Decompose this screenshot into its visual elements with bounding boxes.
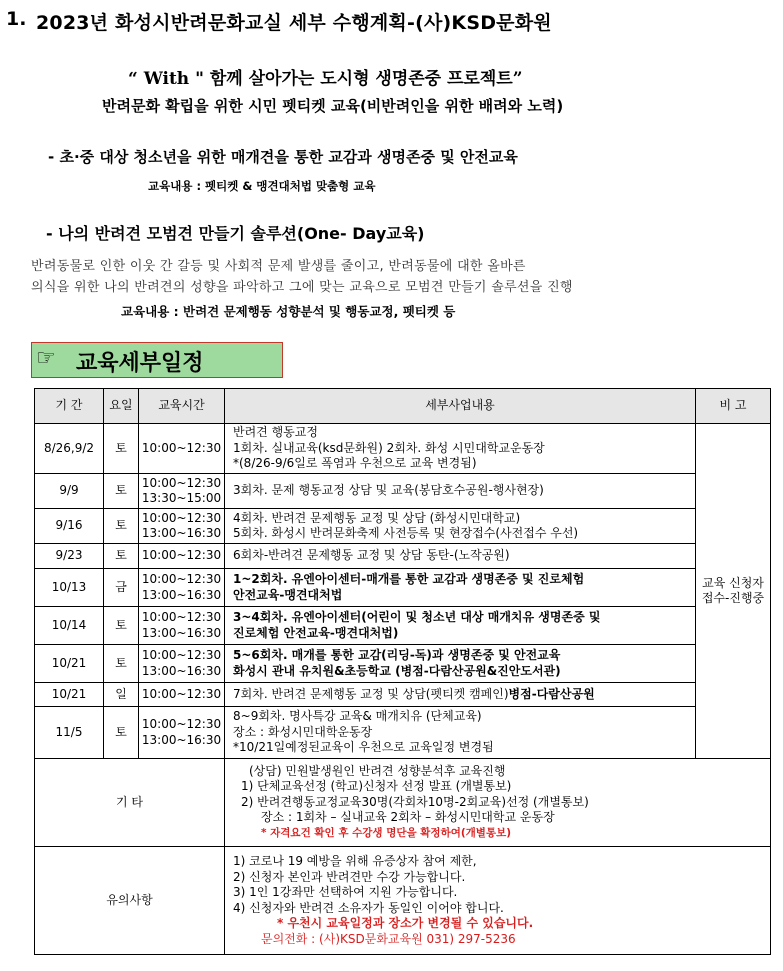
- pointing-hand-icon: ☞: [36, 346, 56, 371]
- row-date: 10/21: [35, 683, 104, 707]
- detail-line: 1회차. 실내교육(ksd문화원) 2회차. 화성 시민대학교운동장: [233, 440, 545, 455]
- detail-line: 장소 : 화성시민대학운동장: [233, 724, 373, 739]
- row-day: 토: [104, 707, 139, 759]
- table-header-row: [35, 389, 771, 424]
- table-row: [35, 569, 771, 607]
- detail-line: 5회차. 화성시 반려문화축제 사전등록 및 현장접수(사전접수 우선): [233, 526, 579, 540]
- time-line: 13:00~16:30: [141, 625, 222, 640]
- time-line: 10:00~12:30: [141, 475, 222, 490]
- row-details: [225, 509, 696, 544]
- schedule-badge-label: 교육세부일정: [76, 351, 204, 376]
- header-time: 교육시간: [139, 389, 225, 424]
- row-time: [139, 569, 225, 607]
- detail-line: 반려견 행동교정: [233, 425, 318, 440]
- header-details: 세부사업내용: [225, 389, 696, 424]
- row-details: [225, 607, 696, 645]
- time-line: 13:30~15:00: [141, 491, 222, 505]
- project-title: “ With " 함께 살아가는 도시형 생명존중 프로젝트”: [128, 69, 523, 89]
- detail-location: 병점-다람산공원: [508, 686, 595, 701]
- row-details: [225, 707, 696, 759]
- row-date: 10/21: [35, 645, 104, 683]
- time-line: 10:00~12:30: [141, 510, 222, 525]
- caution-line: 1) 코로나 19 예방을 위해 유증상자 참여 제한,: [233, 854, 477, 868]
- row-day: 토: [104, 424, 139, 474]
- caution-line: 2) 신청자 본인과 반려견만 수강 가능합니다.: [233, 869, 466, 884]
- row-date: 10/13: [35, 569, 104, 607]
- table-row: [35, 645, 771, 683]
- row-date: 9/9: [35, 474, 104, 509]
- etc-line: (상담) 민원발생원인 반려견 성향분석후 교육진행: [249, 763, 506, 778]
- row-date: 8/26,9/2: [35, 424, 104, 474]
- time-line: 13:00~16:30: [141, 587, 222, 602]
- detail-line: 5~6회차. 매개를 통한 교감(리딩-독)과 생명존중 및 안전교육: [233, 648, 561, 662]
- time-line: 10:00~12:30: [141, 440, 222, 455]
- detail-line: *10/21일예정된교육이 우천으로 교육일정 변경됨: [233, 740, 494, 755]
- row-date: 11/5: [35, 707, 104, 759]
- row-details: [225, 474, 696, 509]
- row-time: [139, 544, 225, 569]
- detail-line: 3회차. 문제 행동교정 상담 및 교육(봉담호수공원-행사현장): [233, 483, 544, 498]
- time-line: 13:00~16:30: [141, 526, 222, 540]
- table-row: [35, 707, 771, 759]
- row-time: [139, 424, 225, 474]
- row-time: [139, 683, 225, 707]
- detail-line: 4회차. 반려견 문제행동 교정 및 상담 (화성시민대학교): [233, 510, 521, 525]
- table-row: [35, 607, 771, 645]
- etc-details: [225, 759, 771, 847]
- caution-row: [35, 847, 771, 955]
- row-time: [139, 607, 225, 645]
- detail-line: 8~9회차. 명사특강 교육& 매개치유 (단체교육): [233, 709, 482, 724]
- time-line: 13:00~16:30: [141, 732, 222, 747]
- row-day: 일: [104, 683, 139, 707]
- row-day: 토: [104, 645, 139, 683]
- section2-heading: - 나의 반려견 모범견 만들기 솔루션(One- Day교육): [46, 224, 425, 243]
- row-time: [139, 474, 225, 509]
- table-row: [35, 509, 771, 544]
- detail-line: 진로체험 안전교육-맹견대처법): [233, 625, 399, 640]
- note-cell: 교육 신청자 접수-진행중: [696, 424, 771, 759]
- time-line: 10:00~12:30: [141, 548, 222, 563]
- header-period: 기 간: [35, 389, 104, 424]
- caution-notice: * 우천시 교육일정과 장소가 변경될 수 있습니다.: [277, 916, 534, 930]
- section1-heading: - 초·중 대상 청소년을 위한 매개견을 통한 교감과 생명존중 및 안전교육: [48, 148, 518, 166]
- section2-para1: 반려동물로 인한 이웃 간 갈등 및 사회적 문제 발생를 줄이고, 반려동물에 대한 올바른: [31, 259, 526, 274]
- detail-line: 6회차-반려견 문제행동 교정 및 상담 동탄-(노작공원): [233, 548, 510, 563]
- detail-line: 7회차. 반려견 문제행동 교정 및 상담(펫티켓 캠페인): [233, 686, 509, 701]
- row-date: 9/16: [35, 509, 104, 544]
- section2-content: 교육내용 : 반려견 문제행동 성향분석 및 행동교정, 펫티켓 등: [121, 304, 456, 319]
- table-row: [35, 683, 771, 707]
- table-row: [35, 544, 771, 569]
- row-details: [225, 569, 696, 607]
- caution-line: 3) 1인 1강좌만 선택하여 지원 가능합니다.: [233, 885, 458, 899]
- row-day: 토: [104, 607, 139, 645]
- caution-details: [225, 847, 771, 955]
- row-day: 토: [104, 509, 139, 544]
- time-line: 10:00~12:30: [141, 717, 222, 731]
- row-time: [139, 645, 225, 683]
- caution-label: 유의사항: [35, 847, 225, 955]
- etc-notice: * 자격요건 확인 후 수강생 명단을 확정하여(개별통보): [261, 826, 512, 839]
- etc-row: [35, 759, 771, 847]
- table-row: [35, 474, 771, 509]
- row-details: [225, 645, 696, 683]
- page-title: 2023년 화성시반려문화교실 세부 수행계획-(사)KSD문화원: [36, 12, 552, 34]
- header-note: 비 고: [696, 389, 771, 424]
- caution-line: 4) 신청자와 반려견 소유자가 동일인 이어야 합니다.: [233, 900, 504, 915]
- time-line: 10:00~12:30: [141, 610, 222, 624]
- row-day: 금: [104, 569, 139, 607]
- row-details: [225, 683, 696, 707]
- row-date: 10/14: [35, 607, 104, 645]
- section1-content: 교육내용 : 펫티켓 & 맹견대처법 맞춤형 교육: [148, 179, 376, 193]
- time-line: 10:00~12:30: [141, 572, 222, 586]
- time-line: 10:00~12:30: [141, 686, 222, 701]
- row-time: [139, 707, 225, 759]
- row-date: 9/23: [35, 544, 104, 569]
- detail-line: 안전교육-맹견대처법: [233, 587, 343, 602]
- row-day: 토: [104, 474, 139, 509]
- row-day: 토: [104, 544, 139, 569]
- time-line: 10:00~12:30: [141, 648, 222, 662]
- detail-line: 3~4회차. 유엔아이센터(어린이 및 청소년 대상 매개치유 생명존중 및: [233, 610, 601, 624]
- project-subtitle: 반려문화 확립을 위한 시민 펫티켓 교육(비반려인을 위한 배려와 노력): [102, 97, 564, 115]
- table-row: [35, 424, 771, 474]
- header-day: 요일: [104, 389, 139, 424]
- detail-line: 화성시 관내 유치원&초등학교 (병점-다람산공원&진안도서관): [233, 663, 561, 678]
- row-details: [225, 424, 696, 474]
- row-details: [225, 544, 696, 569]
- time-line: 13:00~16:30: [141, 663, 222, 678]
- schedule-table: [34, 388, 771, 955]
- row-time: [139, 509, 225, 544]
- title-number: 1.: [6, 8, 27, 30]
- detail-line: *(8/26-9/6일로 폭염과 우천으로 교육 변경됨): [233, 456, 477, 471]
- etc-line: 1) 단체교육선정 (학교)신청자 선정 발표 (개별통보): [241, 779, 512, 794]
- schedule-badge: [31, 342, 283, 378]
- etc-label: 기 타: [35, 759, 225, 847]
- section2-para2: 의식을 위한 나의 반려견의 성향을 파악하고 그에 맞는 교육으로 모범견 만들기 솔루션을 진행: [31, 280, 573, 295]
- contact-phone: 문의전화 : (사)KSD문화교육원 031) 297-5236: [261, 931, 516, 946]
- etc-line: 2) 반려견행동교정교육30명(각회차10명-2회교육)선정 (개별통보): [241, 794, 589, 809]
- etc-line: 장소 : 1회차 – 실내교육 2회차 – 화성시민대학교 운동장: [261, 810, 555, 825]
- detail-line: 1~2회차. 유엔아이센터-매개를 통한 교감과 생명존중 및 진로체험: [233, 572, 585, 586]
